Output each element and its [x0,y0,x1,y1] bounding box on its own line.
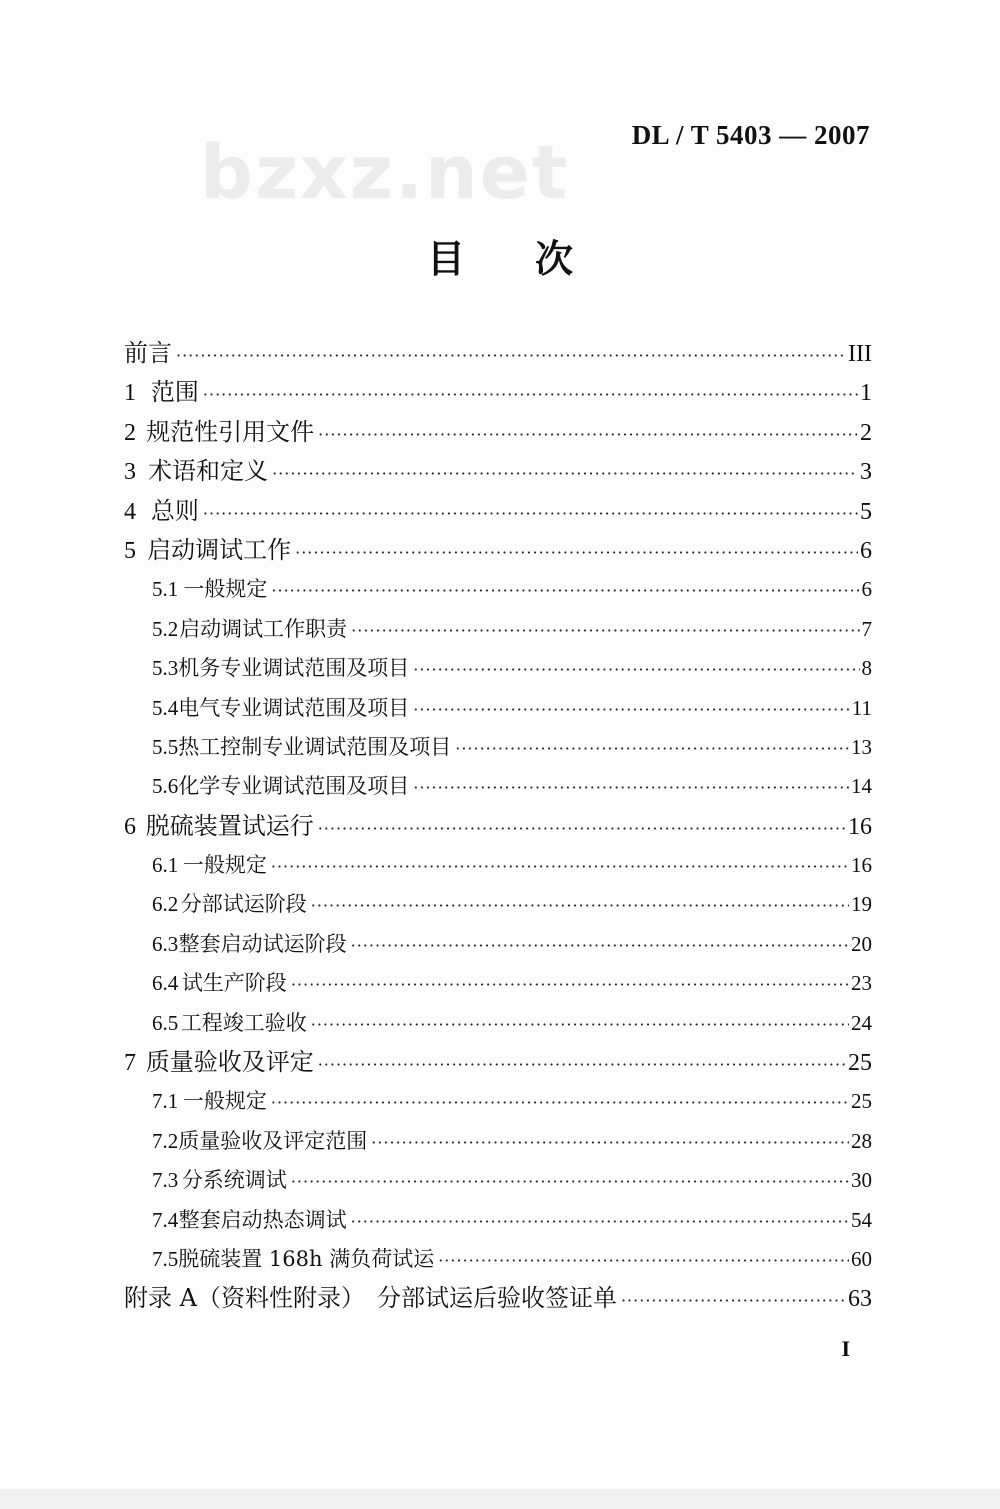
toc-entry-number: 5.1 [152,577,179,602]
toc-entry[interactable] [124,570,872,609]
toc-entry-number: 5.5 [152,734,179,759]
toc-entry-number: 5.6 [152,774,179,799]
toc-entry-page: 63 [848,1286,872,1313]
toc-leader-dots [203,494,858,533]
toc-leader-dots [371,1123,849,1162]
toc-entry[interactable] [124,610,872,649]
toc-entry-page: 16 [851,853,872,878]
toc-entry[interactable] [124,767,872,806]
toc-entry-label: 前言 [124,339,172,367]
toc-entry-label: 工程竣工验收 [180,1010,307,1035]
toc-entry-page: 6 [861,577,872,602]
toc-entry-page: 7 [861,616,872,641]
toc-entry-number: 7 [124,1050,136,1077]
toc-entry[interactable] [124,846,872,885]
toc-leader-dots [295,533,858,572]
toc-entry-label: 一般规定 [183,577,268,602]
toc-entry-label: 热工控制专业调试范围及项目 [178,734,452,759]
toc-entry-number: 6.4 [152,971,179,996]
toc-entry-page: 20 [851,931,872,956]
toc-entry-page: 30 [851,1168,872,1193]
toc-entry-label: 启动调试工作 [147,535,292,564]
toc-entry[interactable] [124,1122,872,1161]
toc-entry-label: 整套启动热态调试 [178,1207,347,1232]
toc-entry-label: 范围 [150,378,199,407]
toc-leader-dots [272,454,858,493]
toc-entry[interactable] [124,1043,872,1082]
toc-entry-page: 3 [860,459,872,486]
toc-leader-dots [351,926,849,965]
toc-entry-label: 化学专业调试范围及项目 [178,774,410,799]
toc-entry-label: 脱硫装置 168h 满负荷试运 [178,1246,435,1271]
toc-entry-number: 7.3 [152,1168,179,1193]
toc-entry[interactable] [124,728,872,767]
toc-entry-number: 5.2 [152,616,179,641]
toc-entry[interactable] [124,373,872,412]
toc-leader-dots [291,965,849,1004]
toc-entry-label: 总则 [150,496,199,525]
toc-leader-dots [271,1083,849,1122]
toc-entry[interactable] [124,649,872,688]
toc-entry-number: 4 [124,498,136,525]
toc-entry-page: 8 [861,656,872,681]
toc-entry-page: 16 [848,813,872,840]
toc-entry-label: 附录 A（资料性附录） 分部试运后验收签证单 [124,1284,617,1313]
toc-leader-dots [351,611,859,650]
toc-entry[interactable] [124,334,872,373]
toc-leader-dots [438,1241,849,1280]
toc-entry[interactable] [124,1161,872,1200]
toc-entry-label: 分部试运阶段 [180,892,307,917]
toc-entry-number: 6.1 [152,853,179,878]
toc-leader-dots [318,1045,846,1084]
toc-leader-dots [318,415,858,454]
toc-entry-page: 2 [860,419,872,446]
standard-code: DL / T 5403 — 2007 [631,120,870,150]
toc-entry[interactable] [124,531,872,570]
toc-entry-number: 1 [124,380,136,407]
table-of-contents [124,334,872,1319]
toc-entry[interactable] [124,925,872,964]
toc-entry-page: 28 [851,1128,872,1153]
toc-entry-page: 60 [851,1246,872,1271]
toc-entry[interactable] [124,885,872,924]
toc-entry-number: 5.4 [152,695,179,720]
toc-entry-number: 7.4 [152,1207,179,1232]
toc-entry-label: 质量验收及评定范围 [178,1128,368,1153]
watermark: bzxz.net [200,130,570,216]
toc-entry-label: 电气专业调试范围及项目 [178,695,410,720]
toc-leader-dots [413,768,849,807]
toc-leader-dots [351,1202,849,1241]
toc-entry-page: 11 [851,695,872,720]
toc-leader-dots [413,650,859,689]
toc-entry[interactable] [124,452,872,491]
toc-entry-number: 6 [124,813,136,840]
toc-entry-label: 一般规定 [182,853,267,878]
toc-leader-dots [311,886,849,925]
toc-entry-number: 7.1 [152,1089,179,1114]
toc-entry-label: 整套启动试运阶段 [178,931,347,956]
toc-entry[interactable] [124,413,872,452]
toc-entry-page: 25 [848,1050,872,1077]
toc-entry-page: 23 [851,971,872,996]
toc-leader-dots [271,847,849,886]
toc-entry-number: 6.5 [152,1010,179,1035]
toc-leader-dots [203,375,858,414]
toc-entry-label: 规范性引用文件 [146,417,315,446]
toc-entry-page: 14 [851,774,872,799]
toc-entry[interactable] [124,689,872,728]
toc-entry-page: 5 [860,498,872,525]
toc-entry-page: 6 [860,537,872,564]
page-title: 目次 [426,237,643,281]
toc-entry[interactable] [124,807,872,846]
toc-entry-number: 6.2 [152,892,179,917]
toc-entry-number: 3 [124,459,136,486]
toc-leader-dots [271,571,859,610]
toc-leader-dots [455,729,849,768]
toc-entry-label: 脱硫装置试运行 [145,811,314,840]
toc-entry-label: 一般规定 [182,1089,267,1114]
toc-entry-number: 7.2 [152,1128,179,1153]
toc-entry[interactable] [124,492,872,531]
toc-leader-dots [318,809,846,848]
toc-leader-dots [176,336,846,375]
toc-entry-label: 机务专业调试范围及项目 [178,656,410,681]
toc-entry-page: 25 [851,1089,872,1114]
toc-entry[interactable] [124,1279,872,1318]
toc-leader-dots [311,1005,849,1044]
toc-entry-number: 2 [124,419,136,446]
toc-leader-dots [413,690,850,729]
toc-entry-page: 54 [851,1207,872,1232]
toc-entry-number: 5.3 [152,656,179,681]
toc-entry-number: 5 [124,537,136,564]
toc-leader-dots [291,1162,849,1201]
page-number: I [841,1336,850,1361]
toc-entry-label: 质量验收及评定 [145,1048,314,1077]
toc-entry-page: 1 [860,380,872,407]
toc-entry[interactable] [124,1004,872,1043]
toc-entry[interactable] [124,1082,872,1121]
toc-entry-number: 7.5 [152,1246,179,1271]
toc-entry-label: 分系统调试 [181,1168,287,1193]
toc-entry[interactable] [124,964,872,1003]
toc-entry-page: 19 [851,892,872,917]
toc-leader-dots [621,1281,846,1320]
toc-entry[interactable] [124,1201,872,1240]
toc-entry-number: 6.3 [152,931,179,956]
page-bottom-edge [0,1489,1000,1509]
toc-entry-label: 术语和定义 [148,457,269,486]
toc-entry-label: 试生产阶段 [181,971,287,996]
toc-entry-page: III [848,341,872,367]
toc-entry-label: 启动调试工作职责 [179,616,348,641]
toc-entry-page: 13 [851,734,872,759]
toc-entry-page: 24 [851,1010,872,1035]
toc-entry[interactable] [124,1240,872,1279]
